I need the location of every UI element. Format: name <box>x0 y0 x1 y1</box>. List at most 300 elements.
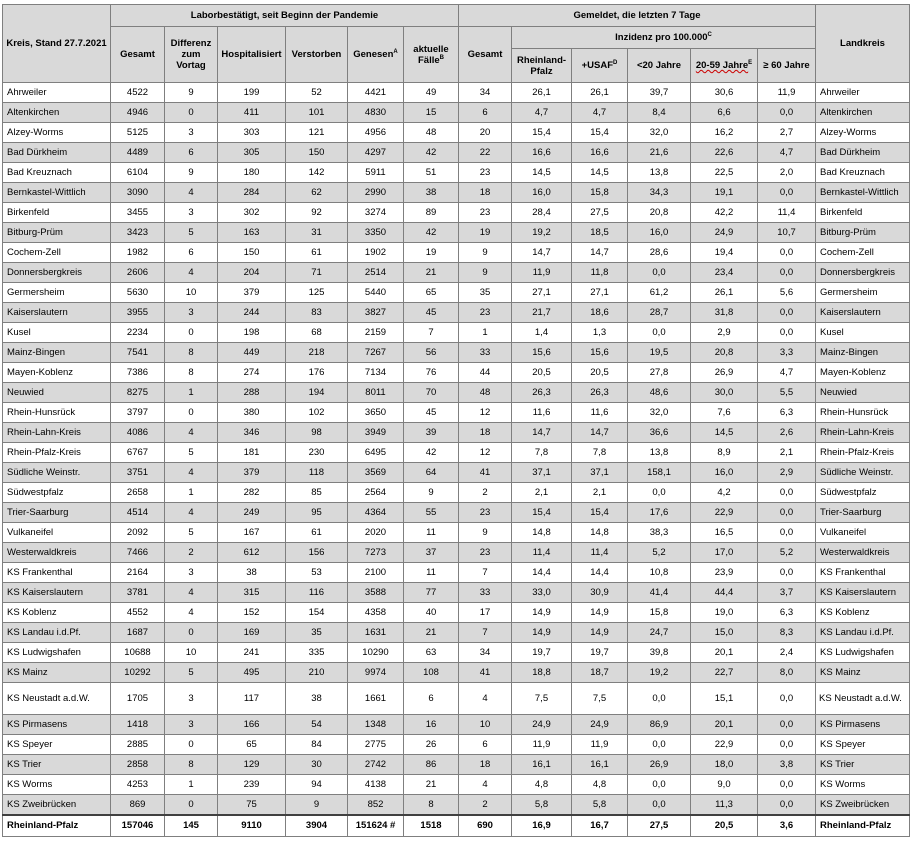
row-genesen: 3350 <box>348 223 404 243</box>
row-landkreis: KS Pirmasens <box>816 715 910 735</box>
row-differenz: 2 <box>165 543 218 563</box>
total-kreis: Rheinland-Pfalz <box>3 815 111 837</box>
row-gesamt-7-tage: 22 <box>459 143 512 163</box>
row-gesamt-7-tage: 18 <box>459 755 512 775</box>
row-aktuelle-faelle: 26 <box>404 735 459 755</box>
row-inzidenz-usaf: 7,5 <box>572 683 628 715</box>
row-inzidenz-rlp: 26,1 <box>512 83 572 103</box>
row-gesamt-7-tage: 18 <box>459 183 512 203</box>
row-gesamt: 3955 <box>111 303 165 323</box>
row-genesen: 1661 <box>348 683 404 715</box>
row-gesamt-7-tage: 41 <box>459 463 512 483</box>
table-row <box>3 223 910 243</box>
row-inzidenz-ab-60: 4,7 <box>758 143 816 163</box>
row-inzidenz-20-59: 31,8 <box>691 303 758 323</box>
row-kreis: Donnersbergkreis <box>3 263 111 283</box>
table-row <box>3 263 910 283</box>
row-verstorben: 335 <box>286 643 348 663</box>
row-inzidenz-rlp: 7,8 <box>512 443 572 463</box>
row-gesamt: 4489 <box>111 143 165 163</box>
row-kreis: Kusel <box>3 323 111 343</box>
table-row <box>3 323 910 343</box>
col-header-genesen-label: Genesen <box>353 49 394 60</box>
row-aktuelle-faelle: 45 <box>404 303 459 323</box>
row-inzidenz-20-59: 20,8 <box>691 343 758 363</box>
row-gesamt-7-tage: 44 <box>459 363 512 383</box>
row-gesamt-7-tage: 23 <box>459 303 512 323</box>
row-kreis: Birkenfeld <box>3 203 111 223</box>
row-aktuelle-faelle: 89 <box>404 203 459 223</box>
col-header-verstorben: Verstorben <box>286 27 348 83</box>
row-inzidenz-usaf: 27,1 <box>572 283 628 303</box>
row-landkreis: Trier-Saarburg <box>816 503 910 523</box>
row-hospitalisiert: 239 <box>218 775 286 795</box>
row-inzidenz-rlp: 33,0 <box>512 583 572 603</box>
table-row <box>3 543 910 563</box>
row-landkreis: KS Koblenz <box>816 603 910 623</box>
row-aktuelle-faelle: 16 <box>404 715 459 735</box>
row-inzidenz-unter-20: 20,8 <box>628 203 691 223</box>
row-hospitalisiert: 244 <box>218 303 286 323</box>
row-gesamt: 2164 <box>111 563 165 583</box>
row-gesamt-7-tage: 12 <box>459 443 512 463</box>
row-gesamt-7-tage: 17 <box>459 603 512 623</box>
row-inzidenz-usaf: 27,5 <box>572 203 628 223</box>
row-inzidenz-ab-60: 0,0 <box>758 715 816 735</box>
table-row <box>3 523 910 543</box>
row-genesen: 2514 <box>348 263 404 283</box>
row-genesen: 4297 <box>348 143 404 163</box>
row-inzidenz-ab-60: 5,5 <box>758 383 816 403</box>
row-landkreis: Cochem-Zell <box>816 243 910 263</box>
row-kreis: KS Zweibrücken <box>3 795 111 815</box>
row-hospitalisiert: 166 <box>218 715 286 735</box>
row-inzidenz-rlp: 5,8 <box>512 795 572 815</box>
table-row <box>3 683 910 715</box>
row-landkreis: KS Trier <box>816 755 910 775</box>
row-differenz: 5 <box>165 523 218 543</box>
row-differenz: 3 <box>165 683 218 715</box>
row-gesamt: 869 <box>111 795 165 815</box>
landkreis-header: Landkreis <box>816 5 910 83</box>
row-landkreis: Bitburg-Prüm <box>816 223 910 243</box>
row-aktuelle-faelle: 70 <box>404 383 459 403</box>
row-gesamt: 1687 <box>111 623 165 643</box>
row-inzidenz-ab-60: 0,0 <box>758 795 816 815</box>
total-verstorben: 3904 <box>286 815 348 837</box>
row-kreis: KS Speyer <box>3 735 111 755</box>
col-header-hospitalisiert: Hospitalisiert <box>218 27 286 83</box>
row-landkreis: KS Kaiserslautern <box>816 583 910 603</box>
row-inzidenz-unter-20: 13,8 <box>628 163 691 183</box>
row-inzidenz-20-59: 19,1 <box>691 183 758 203</box>
covid-table-container <box>2 4 910 837</box>
row-inzidenz-unter-20: 39,7 <box>628 83 691 103</box>
total-gesamt-7-tage: 690 <box>459 815 512 837</box>
row-landkreis: Rhein-Lahn-Kreis <box>816 423 910 443</box>
col-header-20-59-label: 20-59 Jahre <box>695 60 749 71</box>
row-inzidenz-usaf: 14,7 <box>572 243 628 263</box>
row-verstorben: 83 <box>286 303 348 323</box>
footnote-marker-c: C <box>707 31 712 38</box>
row-aktuelle-faelle: 108 <box>404 663 459 683</box>
row-verstorben: 142 <box>286 163 348 183</box>
table-row <box>3 755 910 775</box>
row-genesen: 2564 <box>348 483 404 503</box>
row-inzidenz-ab-60: 6,3 <box>758 403 816 423</box>
row-landkreis: Vulkaneifel <box>816 523 910 543</box>
row-genesen: 4421 <box>348 83 404 103</box>
row-inzidenz-ab-60: 2,7 <box>758 123 816 143</box>
row-inzidenz-usaf: 14,9 <box>572 623 628 643</box>
row-verstorben: 95 <box>286 503 348 523</box>
row-landkreis: KS Ludwigshafen <box>816 643 910 663</box>
covid-statistics-table <box>2 4 910 837</box>
row-gesamt-7-tage: 6 <box>459 735 512 755</box>
row-inzidenz-20-59: 9,0 <box>691 775 758 795</box>
row-inzidenz-rlp: 14,9 <box>512 623 572 643</box>
row-inzidenz-20-59: 22,5 <box>691 163 758 183</box>
row-inzidenz-usaf: 14,9 <box>572 603 628 623</box>
row-inzidenz-20-59: 16,2 <box>691 123 758 143</box>
col-header-gesamt: Gesamt <box>111 27 165 83</box>
row-aktuelle-faelle: 86 <box>404 755 459 775</box>
row-kreis: Vulkaneifel <box>3 523 111 543</box>
row-inzidenz-rlp: 4,7 <box>512 103 572 123</box>
row-verstorben: 9 <box>286 795 348 815</box>
table-footer <box>3 815 910 837</box>
table-row <box>3 203 910 223</box>
row-genesen: 3569 <box>348 463 404 483</box>
col-header-unter-20: <20 Jahre <box>628 49 691 83</box>
col-header-differenz: Differenz zum Vortag <box>165 27 218 83</box>
table-row <box>3 483 910 503</box>
row-inzidenz-unter-20: 19,5 <box>628 343 691 363</box>
row-differenz: 0 <box>165 403 218 423</box>
row-inzidenz-unter-20: 32,0 <box>628 403 691 423</box>
row-hospitalisiert: 288 <box>218 383 286 403</box>
row-verstorben: 85 <box>286 483 348 503</box>
row-hospitalisiert: 241 <box>218 643 286 663</box>
row-inzidenz-ab-60: 0,0 <box>758 183 816 203</box>
table-row <box>3 503 910 523</box>
row-inzidenz-usaf: 14,8 <box>572 523 628 543</box>
row-aktuelle-faelle: 11 <box>404 563 459 583</box>
row-inzidenz-ab-60: 0,0 <box>758 243 816 263</box>
row-kreis: Trier-Saarburg <box>3 503 111 523</box>
row-kreis: KS Landau i.d.Pf. <box>3 623 111 643</box>
row-gesamt-7-tage: 2 <box>459 795 512 815</box>
row-kreis: KS Pirmasens <box>3 715 111 735</box>
row-inzidenz-ab-60: 8,3 <box>758 623 816 643</box>
row-gesamt-7-tage: 20 <box>459 123 512 143</box>
row-gesamt-7-tage: 33 <box>459 583 512 603</box>
total-inzidenz-unter-20: 27,5 <box>628 815 691 837</box>
row-differenz: 8 <box>165 363 218 383</box>
row-kreis: Bad Dürkheim <box>3 143 111 163</box>
row-inzidenz-ab-60: 0,0 <box>758 523 816 543</box>
row-inzidenz-20-59: 19,4 <box>691 243 758 263</box>
row-differenz: 6 <box>165 143 218 163</box>
row-inzidenz-usaf: 11,4 <box>572 543 628 563</box>
row-inzidenz-usaf: 4,8 <box>572 775 628 795</box>
row-genesen: 3588 <box>348 583 404 603</box>
row-genesen: 852 <box>348 795 404 815</box>
row-aktuelle-faelle: 21 <box>404 263 459 283</box>
row-landkreis: Alzey-Worms <box>816 123 910 143</box>
row-inzidenz-ab-60: 2,4 <box>758 643 816 663</box>
row-landkreis: KS Speyer <box>816 735 910 755</box>
table-row <box>3 103 910 123</box>
row-landkreis: Donnersbergkreis <box>816 263 910 283</box>
row-verstorben: 176 <box>286 363 348 383</box>
table-row <box>3 83 910 103</box>
total-gesamt: 157046 <box>111 815 165 837</box>
row-inzidenz-rlp: 15,4 <box>512 503 572 523</box>
row-aktuelle-faelle: 37 <box>404 543 459 563</box>
kreis-header: Kreis, Stand 27.7.2021 <box>3 5 111 83</box>
row-inzidenz-usaf: 14,5 <box>572 163 628 183</box>
row-inzidenz-usaf: 11,9 <box>572 735 628 755</box>
row-genesen: 3650 <box>348 403 404 423</box>
row-inzidenz-ab-60: 0,0 <box>758 683 816 715</box>
row-gesamt-7-tage: 33 <box>459 343 512 363</box>
row-genesen: 3827 <box>348 303 404 323</box>
row-inzidenz-usaf: 16,6 <box>572 143 628 163</box>
row-kreis: Rhein-Hunsrück <box>3 403 111 423</box>
row-differenz: 4 <box>165 583 218 603</box>
row-aktuelle-faelle: 49 <box>404 83 459 103</box>
table-row <box>3 383 910 403</box>
row-differenz: 0 <box>165 795 218 815</box>
row-inzidenz-20-59: 26,9 <box>691 363 758 383</box>
row-inzidenz-rlp: 16,1 <box>512 755 572 775</box>
row-verstorben: 84 <box>286 735 348 755</box>
row-aktuelle-faelle: 21 <box>404 775 459 795</box>
row-gesamt-7-tage: 23 <box>459 543 512 563</box>
row-hospitalisiert: 198 <box>218 323 286 343</box>
row-genesen: 4364 <box>348 503 404 523</box>
row-gesamt-7-tage: 35 <box>459 283 512 303</box>
total-aktuelle-faelle: 1518 <box>404 815 459 837</box>
row-inzidenz-rlp: 37,1 <box>512 463 572 483</box>
row-inzidenz-ab-60: 4,7 <box>758 363 816 383</box>
row-inzidenz-unter-20: 19,2 <box>628 663 691 683</box>
row-kreis: Germersheim <box>3 283 111 303</box>
row-inzidenz-usaf: 5,8 <box>572 795 628 815</box>
row-verstorben: 154 <box>286 603 348 623</box>
row-aktuelle-faelle: 76 <box>404 363 459 383</box>
row-inzidenz-20-59: 30,6 <box>691 83 758 103</box>
row-inzidenz-unter-20: 61,2 <box>628 283 691 303</box>
row-hospitalisiert: 199 <box>218 83 286 103</box>
row-hospitalisiert: 612 <box>218 543 286 563</box>
row-aktuelle-faelle: 51 <box>404 163 459 183</box>
row-landkreis: Rhein-Pfalz-Kreis <box>816 443 910 463</box>
table-row <box>3 183 910 203</box>
row-inzidenz-20-59: 42,2 <box>691 203 758 223</box>
table-row <box>3 123 910 143</box>
row-inzidenz-usaf: 15,4 <box>572 123 628 143</box>
col-header-genesen <box>348 27 404 83</box>
row-differenz: 5 <box>165 443 218 463</box>
row-hospitalisiert: 167 <box>218 523 286 543</box>
row-gesamt: 4253 <box>111 775 165 795</box>
row-inzidenz-20-59: 22,9 <box>691 735 758 755</box>
row-landkreis: Rhein-Hunsrück <box>816 403 910 423</box>
row-inzidenz-usaf: 14,4 <box>572 563 628 583</box>
row-verstorben: 35 <box>286 623 348 643</box>
row-kreis: KS Frankenthal <box>3 563 111 583</box>
row-inzidenz-20-59: 16,5 <box>691 523 758 543</box>
row-genesen: 2742 <box>348 755 404 775</box>
row-verstorben: 68 <box>286 323 348 343</box>
row-aktuelle-faelle: 38 <box>404 183 459 203</box>
row-inzidenz-rlp: 24,9 <box>512 715 572 735</box>
row-inzidenz-unter-20: 86,9 <box>628 715 691 735</box>
row-inzidenz-ab-60: 0,0 <box>758 303 816 323</box>
row-genesen: 2159 <box>348 323 404 343</box>
row-gesamt: 2606 <box>111 263 165 283</box>
row-kreis: Rhein-Pfalz-Kreis <box>3 443 111 463</box>
row-inzidenz-ab-60: 2,9 <box>758 463 816 483</box>
row-verstorben: 71 <box>286 263 348 283</box>
row-aktuelle-faelle: 42 <box>404 223 459 243</box>
row-inzidenz-20-59: 24,9 <box>691 223 758 243</box>
row-inzidenz-ab-60: 0,0 <box>758 323 816 343</box>
row-inzidenz-usaf: 16,1 <box>572 755 628 775</box>
row-genesen: 7134 <box>348 363 404 383</box>
row-gesamt: 1982 <box>111 243 165 263</box>
row-landkreis: Neuwied <box>816 383 910 403</box>
row-inzidenz-rlp: 11,6 <box>512 403 572 423</box>
table-row <box>3 283 910 303</box>
row-gesamt: 7466 <box>111 543 165 563</box>
row-inzidenz-usaf: 20,5 <box>572 363 628 383</box>
row-inzidenz-20-59: 4,2 <box>691 483 758 503</box>
footnote-marker-d: D <box>613 59 618 66</box>
row-inzidenz-20-59: 14,5 <box>691 423 758 443</box>
row-inzidenz-rlp: 14,7 <box>512 243 572 263</box>
row-inzidenz-rlp: 19,2 <box>512 223 572 243</box>
row-inzidenz-unter-20: 32,0 <box>628 123 691 143</box>
row-hospitalisiert: 274 <box>218 363 286 383</box>
row-aktuelle-faelle: 6 <box>404 683 459 715</box>
row-gesamt-7-tage: 9 <box>459 243 512 263</box>
row-inzidenz-ab-60: 2,1 <box>758 443 816 463</box>
row-inzidenz-rlp: 11,4 <box>512 543 572 563</box>
group-header-inzidenz <box>512 27 816 49</box>
row-gesamt-7-tage: 2 <box>459 483 512 503</box>
row-genesen: 10290 <box>348 643 404 663</box>
table-body <box>3 83 910 815</box>
row-verstorben: 230 <box>286 443 348 463</box>
row-aktuelle-faelle: 9 <box>404 483 459 503</box>
row-inzidenz-unter-20: 38,3 <box>628 523 691 543</box>
row-inzidenz-20-59: 16,0 <box>691 463 758 483</box>
row-landkreis: Mayen-Koblenz <box>816 363 910 383</box>
row-gesamt: 2858 <box>111 755 165 775</box>
row-inzidenz-ab-60: 0,0 <box>758 563 816 583</box>
row-inzidenz-usaf: 24,9 <box>572 715 628 735</box>
row-inzidenz-unter-20: 158,1 <box>628 463 691 483</box>
row-verstorben: 92 <box>286 203 348 223</box>
row-hospitalisiert: 163 <box>218 223 286 243</box>
row-inzidenz-ab-60: 2,6 <box>758 423 816 443</box>
row-gesamt-7-tage: 9 <box>459 263 512 283</box>
row-landkreis: KS Landau i.d.Pf. <box>816 623 910 643</box>
row-inzidenz-usaf: 26,1 <box>572 83 628 103</box>
table-row <box>3 663 910 683</box>
row-hospitalisiert: 282 <box>218 483 286 503</box>
row-genesen: 1902 <box>348 243 404 263</box>
total-differenz: 145 <box>165 815 218 837</box>
row-gesamt: 1418 <box>111 715 165 735</box>
row-inzidenz-usaf: 18,7 <box>572 663 628 683</box>
row-inzidenz-ab-60: 0,0 <box>758 775 816 795</box>
row-inzidenz-unter-20: 21,6 <box>628 143 691 163</box>
row-differenz: 4 <box>165 183 218 203</box>
row-verstorben: 150 <box>286 143 348 163</box>
table-row <box>3 363 910 383</box>
row-inzidenz-rlp: 15,4 <box>512 123 572 143</box>
row-inzidenz-20-59: 15,0 <box>691 623 758 643</box>
row-gesamt: 2885 <box>111 735 165 755</box>
row-inzidenz-usaf: 4,7 <box>572 103 628 123</box>
row-hospitalisiert: 117 <box>218 683 286 715</box>
row-inzidenz-unter-20: 24,7 <box>628 623 691 643</box>
row-inzidenz-usaf: 30,9 <box>572 583 628 603</box>
row-landkreis: KS Zweibrücken <box>816 795 910 815</box>
row-hospitalisiert: 150 <box>218 243 286 263</box>
row-differenz: 4 <box>165 463 218 483</box>
row-inzidenz-rlp: 14,4 <box>512 563 572 583</box>
row-aktuelle-faelle: 8 <box>404 795 459 815</box>
row-inzidenz-ab-60: 5,2 <box>758 543 816 563</box>
row-inzidenz-rlp: 21,7 <box>512 303 572 323</box>
row-landkreis: Germersheim <box>816 283 910 303</box>
row-differenz: 8 <box>165 755 218 775</box>
row-kreis: Alzey-Worms <box>3 123 111 143</box>
col-header-aktuelle-faelle <box>404 27 459 83</box>
row-gesamt-7-tage: 4 <box>459 683 512 715</box>
row-inzidenz-20-59: 8,9 <box>691 443 758 463</box>
row-kreis: Bitburg-Prüm <box>3 223 111 243</box>
row-aktuelle-faelle: 55 <box>404 503 459 523</box>
row-gesamt-7-tage: 19 <box>459 223 512 243</box>
row-kreis: KS Koblenz <box>3 603 111 623</box>
row-inzidenz-usaf: 2,1 <box>572 483 628 503</box>
row-inzidenz-20-59: 20,1 <box>691 715 758 735</box>
row-gesamt-7-tage: 7 <box>459 563 512 583</box>
row-hospitalisiert: 75 <box>218 795 286 815</box>
row-genesen: 6495 <box>348 443 404 463</box>
row-inzidenz-ab-60: 0,0 <box>758 483 816 503</box>
row-inzidenz-rlp: 19,7 <box>512 643 572 663</box>
col-header-usaf <box>572 49 628 83</box>
row-hospitalisiert: 495 <box>218 663 286 683</box>
table-row <box>3 563 910 583</box>
total-landkreis: Rheinland-Pfalz <box>816 815 910 837</box>
row-kreis: Kaiserslautern <box>3 303 111 323</box>
row-inzidenz-unter-20: 0,0 <box>628 483 691 503</box>
row-gesamt-7-tage: 23 <box>459 203 512 223</box>
row-gesamt: 3797 <box>111 403 165 423</box>
row-inzidenz-usaf: 15,4 <box>572 503 628 523</box>
row-landkreis: KS Mainz <box>816 663 910 683</box>
row-inzidenz-usaf: 18,6 <box>572 303 628 323</box>
row-inzidenz-unter-20: 36,6 <box>628 423 691 443</box>
